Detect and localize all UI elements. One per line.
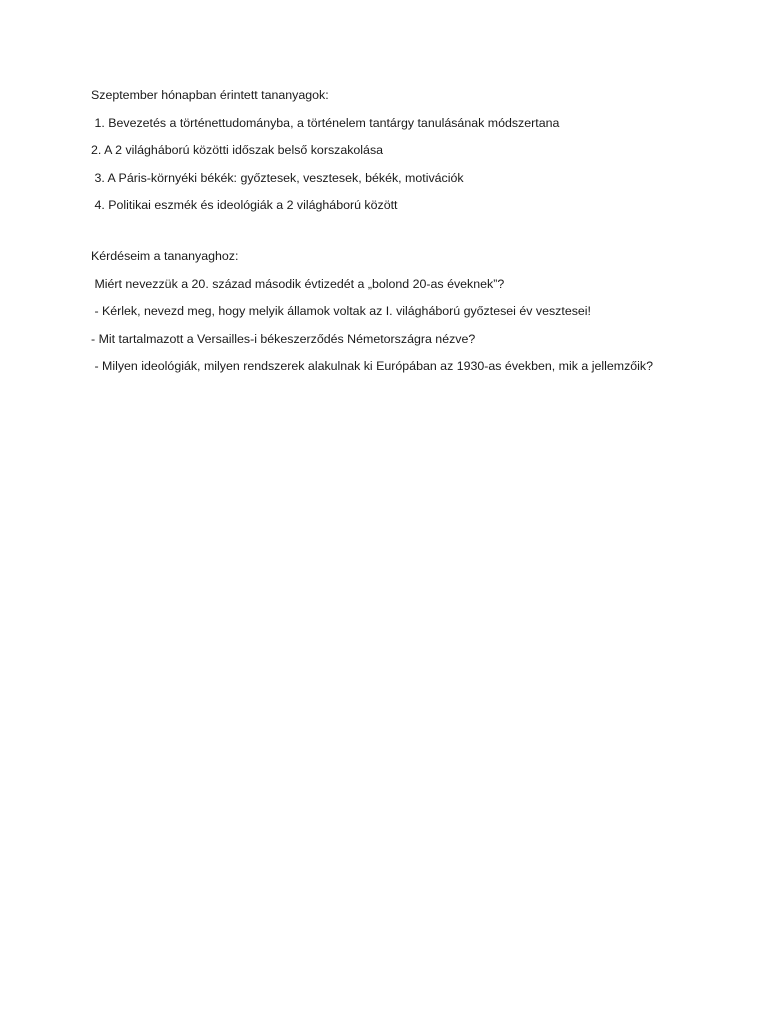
question-item-1: Miért nevezzük a 20. század második évtizedét a „bolond 20-as éveknek”? — [91, 276, 505, 291]
question-item-3: - Mit tartalmazott a Versailles-i békeszerződés Németországra nézve? — [91, 331, 476, 346]
topics-heading: Szeptember hónapban érintett tananyagok: — [91, 88, 329, 102]
questions-heading: Kérdéseim a tananyaghoz: — [91, 248, 239, 263]
paragraph-gap — [91, 224, 731, 247]
question-item-4: - Milyen ideológiák, milyen rendszerek alakulnak ki Európában az 1930-as években, mik a jellemzőik? — [91, 359, 653, 374]
question-item-2: - Kérlek, nevezd meg, hogy melyik államok voltak az I. világháború győztesei év vesztesei! — [91, 304, 591, 319]
topic-item-2: 2. A 2 világháború közötti időszak belső korszakolása — [91, 143, 384, 158]
topic-item-1: 1. Bevezetés a történettudományba, a történelem tantárgy tanulásának módszertana — [91, 115, 560, 130]
document-body — [91, 86, 731, 385]
topic-item-4: 4. Politikai eszmék és ideológiák a 2 világháború között — [91, 198, 398, 213]
topic-item-3: 3. A Páris-környéki békék: győztesek, vesztesek, békék, motivációk — [91, 170, 464, 185]
